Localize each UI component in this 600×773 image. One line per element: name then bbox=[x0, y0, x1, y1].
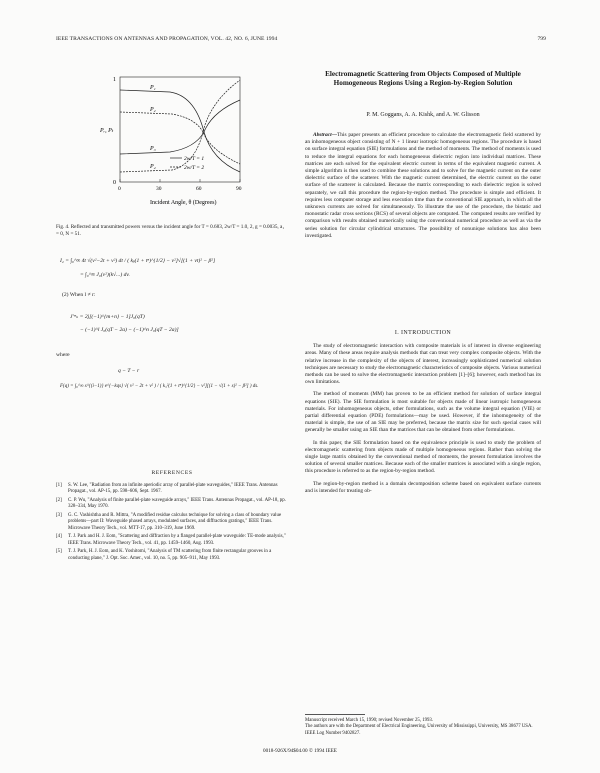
abstract-label: Abstract— bbox=[313, 132, 337, 138]
reference-item: [2] C. P. Wu, "Analysis of finite parallel-plate waveguide arrays," IEEE Trans. Antennas Propagat., vol. AP-18, pp. 328–334, May 1970. bbox=[56, 497, 286, 509]
reference-item: [5] T. J. Park, H. J. Eom, and K. Yoshitomi, "Analysis of TM scattering from finite rectangular grooves in a conducting plane," J. Opt. Soc. Amer., vol. 10, no. 5, pp. 905–911, May 1993. bbox=[56, 549, 272, 561]
footnote-line: IEEE Log Number 9402827. bbox=[305, 730, 361, 736]
x-tick-60: 60 bbox=[196, 186, 202, 192]
references-title: REFERENCES bbox=[151, 470, 193, 476]
equation-3-head: q − T − r bbox=[118, 368, 140, 374]
equation-2: J'ᵐₙ = 2j[(−1)^{m+n} − 1]J₀(qT) bbox=[70, 314, 145, 320]
paper-title: Electromagnetic Scattering from Objects Composed of Multiple Homogeneous Regions Using a Region-by-Region Solution bbox=[325, 70, 521, 87]
intro-paragraph: The study of electromagnetic interaction with composite materials is of interest in diverse engineering areas. Many of these areas require analysis methods that can treat very complex composite objects. With the relative increase in the complexity of the objects of interest, increasingly sophisticated numerical solution techniques are necessary to study the electromagnetic characteristics of composite objects. Various numerical methods can be used to solve the electromagnetic interaction problem [1]–[6]; however, each method has its own limitations. bbox=[305, 343, 541, 386]
curve-p3 bbox=[120, 100, 240, 154]
intro-paragraph: In this paper, the SIE formulation based on the equivalence principle is used to study the problem of electromagnetic scattering from objects made of multiple homogeneous regions. Rather than solving the single large matrix obtained by the conventional method of moments, the present formulation involves the solution of several smaller matrices. Because each of the smaller matrices is associated with a single region, this procedure is referred to as the region-by-region method. bbox=[305, 439, 541, 475]
figure-plot bbox=[100, 72, 250, 212]
equation-1-tail: = ∫₀^∞ J₀(v²)(k√...) dv. bbox=[80, 272, 130, 278]
x-tick-90: 90 bbox=[236, 186, 242, 192]
figure-4 bbox=[100, 72, 250, 212]
journal-header: IEEE TRANSACTIONS ON ANTENNAS AND PROPAGATION, VOL. 42, NO. 6, JUNE 1994 bbox=[56, 36, 278, 42]
figure-caption: Fig. 4. Reflected and transmitted powers versus the incident angle for T = 0.683, 2w/T = 1.0, 2, g = 0.0035, a₁ = 0, N = 51. bbox=[56, 224, 285, 237]
footnote-line: Manuscript received March 15, 1990; revised November 25, 1993. bbox=[305, 718, 434, 723]
where-label: where bbox=[56, 352, 70, 358]
y-axis-label: Pᵣ, Pₜ bbox=[100, 128, 114, 134]
intro-paragraph: The region-by-region method is a domain decomposition scheme based on equivalent surface currents and is intended for treating ob- bbox=[305, 480, 541, 494]
legend-1: 2w/T = 1 bbox=[184, 156, 205, 162]
equation-2-tail: − (−1)^l J₀(qT − 2a) − (−1)^n J₀(qT − 2a)] bbox=[80, 327, 179, 333]
legend-2: 2w/T = 2 bbox=[184, 165, 205, 171]
case-label: (2) When l ≠ r: bbox=[62, 292, 96, 298]
introduction bbox=[305, 330, 541, 500]
x-tick-0: 0 bbox=[118, 186, 121, 192]
plot-frame bbox=[120, 77, 240, 182]
curve-label-p2: P₂ bbox=[150, 107, 156, 113]
footnote bbox=[305, 714, 541, 737]
curve-label-p1: P₁ bbox=[150, 85, 156, 91]
curve-label-p4: P₄ bbox=[150, 164, 156, 170]
page-number: 799 bbox=[537, 36, 546, 42]
abstract-text: This paper presents an efficient procedure to calculate the electromagnetic field scattered by an inhomogeneous object consisting of N + 1 linear isotropic homogeneous regions. The procedure is based on surface integral equation (SIE) formulations and the method of moments. The method of moments is used to reduce the integral equations for each homogeneous dielectric region into individual matrices. These matrices are each solved for the equivalent electric current in terms of the equivalent magnetic current. A simple algorithm is then used to combine these solutions and to solve for the magnetic current on the outer dielectric surface of the scatterer. With the magnetic current determined, the electric current on the outer surface of the scatterer is calculated. Because the matrix corresponding to each dielectric region is solved separately, we call this procedure the region-by-region method. The procedure is simple and efficient. It requires less computer storage and less execution time than the conventional SIE approach, in which all the unknown currents are solved for simultaneously. To illustrate the use of the procedure, the bistatic and monostatic radar cross sections (RCS) of several objects are computed. The computed results are verified by comparison with results obtained numerically using the conventional numerical procedure as well as via the series solution for circular cylindrical structures. The possibility of nonunique solutions has also been investigated. bbox=[305, 132, 541, 239]
footnote-line: The authors are with the Department of Electrical Engineering, University of Mississippi, University, MS 38677 USA. bbox=[305, 724, 533, 730]
intro-paragraph: The method of moments (MM) has proven to be an efficient method for solution of surface integral equations (SIE). The SIE formulation is most suitable for objects made of linear isotropic homogeneous materials. For inhomogeneous objects, other formulations, such as the volume integral equation (VIE) or partial differential equation (PDE) formulations—may be used. However, if the inhomogeneity of the material is simple, the use of an SIE may be preferred, because the matrix size for such special cases will generally be smaller using an SIE than the matrices that can be obtained from other formulations. bbox=[305, 391, 541, 434]
intro-heading: I. INTRODUCTION bbox=[394, 330, 452, 336]
running-header bbox=[56, 36, 546, 42]
equation-3: F(q) = ∫₀^∞ s^{(i−1)} e^{−kqs} √( v² − 2t + v² ) / ( k₃²(1 + tⁿ)^{1/2} − v²][(1 − √(1 + s)² − β²] ) ds. bbox=[60, 384, 259, 389]
curve-label-p3: P₃ bbox=[150, 146, 156, 152]
curve-p1 bbox=[120, 90, 240, 172]
curve-p2 bbox=[120, 112, 240, 164]
x-axis-label: Incident Angle, θ (Degrees) bbox=[150, 200, 217, 206]
equation-1: I₂ = ∫₀^∞ 4t √(v²−2t + v²) dt / ( kᵦ(1 + tⁿ)^{1/2} − v²]√[(1 + vt)² − β²] bbox=[60, 258, 216, 264]
paper-authors: P. M. Goggans, A. A. Kishk, and A. W. Glisson bbox=[366, 112, 480, 118]
reference-item: [3] G. C. Vashishtha and R. Mittra, "A modified residue calculus technique for solving a class of boundary value problems—part II: Waveguide phased arrays, modulated surfaces, and diffraction gratings," IEEE Trans. Microwave Theory Tech., vol. MTT-17, pp. 310–319, June 1969. bbox=[56, 512, 282, 531]
references bbox=[56, 470, 288, 564]
reference-item: [4] T. J. Park and H. J. Eom, "Scattering and diffraction by a flanged parallel-plate waveguide: TE-mode analysis," IEEE Trans. Microwave Theory Tech., vol. 41, pp. 1459–1460, Aug. 1993. bbox=[56, 534, 286, 546]
copyright-code: 0018-926X/94$04.00 © 1994 IEEE bbox=[263, 748, 337, 754]
reference-item: [1] S. W. Lee, "Radiation from an infinite aperiodic array of parallel-plate waveguides," IEEE Trans. Antennas Propagat., vol. AP-15, pp. 598–606, Sept. 1967. bbox=[56, 482, 278, 494]
y-tick-1: 1 bbox=[113, 77, 116, 83]
x-tick-30: 30 bbox=[156, 186, 162, 192]
y-tick-0: 0 bbox=[113, 180, 116, 186]
abstract bbox=[305, 132, 541, 245]
